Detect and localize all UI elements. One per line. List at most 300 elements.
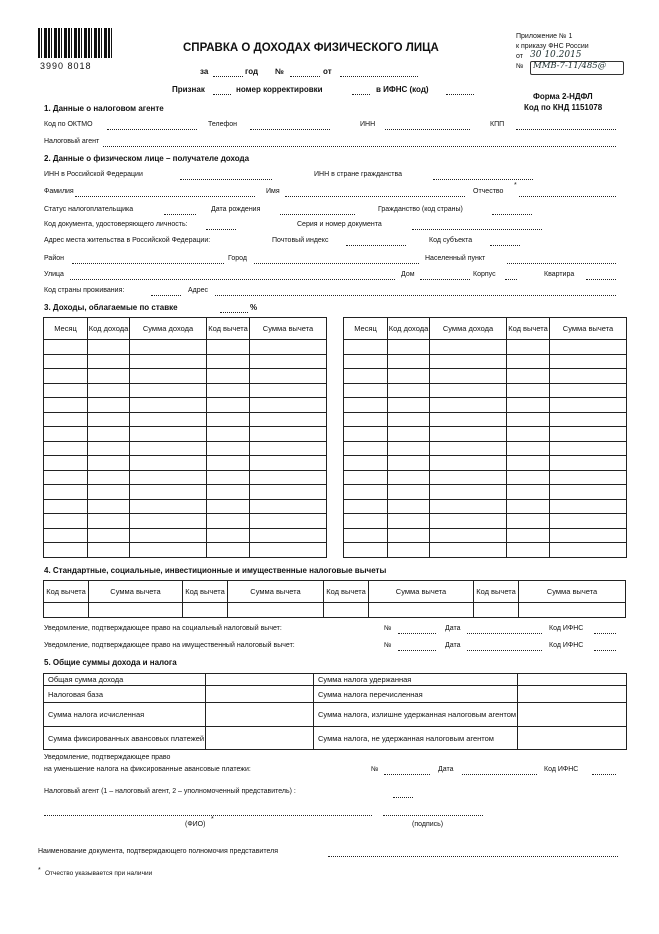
notice-advance-line2: на уменьшение налога на фиксированные авансовые платежи:: [44, 766, 251, 773]
income-cell[interactable]: [207, 514, 250, 529]
appendix-line2: к приказу ФНС России: [516, 43, 589, 50]
deduction-cell[interactable]: [183, 603, 228, 618]
deduction-cell[interactable]: [324, 603, 369, 618]
income-cell[interactable]: [88, 340, 130, 355]
tax-calculated-label: Сумма налога исчисленная: [44, 703, 206, 727]
locality-field[interactable]: [507, 263, 616, 264]
tax-overwithheld-label: Сумма налога, излишне удержанная налоговым агентом: [314, 703, 518, 727]
income-cell[interactable]: [250, 514, 327, 529]
rate-pct: %: [250, 303, 258, 312]
income-cell[interactable]: [207, 340, 250, 355]
income-cell[interactable]: [344, 485, 388, 500]
income-cell[interactable]: [250, 485, 327, 500]
income-cell[interactable]: [88, 456, 130, 471]
citizenship-field[interactable]: [492, 214, 532, 215]
locality-label: Населенный пункт: [425, 255, 486, 262]
income-cell[interactable]: [507, 470, 550, 485]
income-cell[interactable]: [550, 340, 627, 355]
fio-field[interactable]: [44, 815, 372, 816]
income-cell[interactable]: [430, 485, 507, 500]
deduction-cell[interactable]: [474, 603, 519, 618]
income-cell[interactable]: [388, 485, 430, 500]
income-cell[interactable]: [88, 398, 130, 413]
income-cell[interactable]: [250, 528, 327, 543]
income-cell[interactable]: [207, 543, 250, 558]
deduction-cell[interactable]: [369, 603, 474, 618]
income-cell[interactable]: [207, 528, 250, 543]
signature-caption: (подпись): [412, 821, 444, 828]
income-cell[interactable]: [88, 441, 130, 456]
income-cell[interactable]: [388, 514, 430, 529]
income-cell[interactable]: [207, 398, 250, 413]
flat-label: Квартира: [544, 271, 575, 278]
inn-label: ИНН: [360, 121, 376, 128]
header-num: №: [275, 67, 284, 76]
tax-not-withheld-value[interactable]: [518, 727, 627, 750]
region-field[interactable]: [490, 245, 520, 246]
income-cell[interactable]: [507, 441, 550, 456]
income-cell[interactable]: [88, 514, 130, 529]
kpp-label: КПП: [490, 121, 505, 128]
income-cell[interactable]: [130, 383, 207, 398]
income-cell[interactable]: [207, 485, 250, 500]
notice-social-ifns-field[interactable]: [594, 633, 616, 634]
income-cell[interactable]: [550, 369, 627, 384]
income-cell[interactable]: [88, 427, 130, 442]
income-cell[interactable]: [250, 383, 327, 398]
header-nomer-korr: номер корректировки: [236, 85, 323, 94]
notice-property-num-label: №: [384, 642, 392, 649]
income-cell[interactable]: [130, 354, 207, 369]
deduction-sum-header: Сумма вычета: [228, 581, 324, 603]
income-cell[interactable]: [344, 543, 388, 558]
appendix-line1: Приложение № 1: [516, 33, 573, 40]
representative-doc-field[interactable]: [328, 856, 618, 857]
addr-field[interactable]: [215, 295, 616, 296]
deduction-cell[interactable]: [228, 603, 324, 618]
income-table-left: [43, 317, 327, 558]
notice-property-ifns-field[interactable]: [594, 650, 616, 651]
income-cell[interactable]: [388, 340, 430, 355]
income-cell[interactable]: [388, 427, 430, 442]
income-cell[interactable]: [250, 369, 327, 384]
income-cell[interactable]: [507, 412, 550, 427]
income-cell[interactable]: [430, 470, 507, 485]
patronymic-star: *: [514, 182, 517, 189]
income-cell[interactable]: [44, 369, 88, 384]
phone-field[interactable]: [250, 129, 330, 130]
income-cell[interactable]: [88, 383, 130, 398]
priznak-field[interactable]: [213, 94, 231, 95]
income-cell[interactable]: [507, 499, 550, 514]
income-cell[interactable]: [344, 398, 388, 413]
agent-type-label: Налоговый агент (1 – налоговый агент, 2 – уполномоченный представитель) :: [44, 788, 296, 795]
fio-caption: (ФИО): [185, 821, 206, 828]
income-cell[interactable]: [507, 456, 550, 471]
notice-advance-date-label: Дата: [438, 766, 454, 773]
addr-label: Адрес: [188, 287, 209, 294]
birth-label: Дата рождения: [211, 206, 261, 213]
income-cell[interactable]: [44, 427, 88, 442]
income-cell[interactable]: [388, 383, 430, 398]
tax-calculated-value[interactable]: [206, 703, 314, 727]
notice-property-date-field[interactable]: [467, 650, 542, 651]
income-cell[interactable]: [550, 412, 627, 427]
correction-field[interactable]: [352, 94, 370, 95]
income-cell[interactable]: [207, 427, 250, 442]
income-cell[interactable]: [550, 499, 627, 514]
income-cell[interactable]: [430, 340, 507, 355]
income-cell[interactable]: [344, 354, 388, 369]
income-cell[interactable]: [388, 543, 430, 558]
income-cell[interactable]: [207, 441, 250, 456]
birth-field[interactable]: [280, 214, 355, 215]
income-cell[interactable]: [344, 383, 388, 398]
ifns-code-field[interactable]: [446, 94, 474, 95]
income-cell[interactable]: [44, 499, 88, 514]
patronymic-field[interactable]: [519, 196, 616, 197]
header-income-sum: Сумма дохода: [130, 318, 207, 340]
income-cell[interactable]: [250, 499, 327, 514]
region-label: Код субъекта: [429, 237, 473, 244]
house-field[interactable]: [420, 279, 470, 280]
income-cell[interactable]: [550, 383, 627, 398]
income-cell[interactable]: [430, 427, 507, 442]
income-cell[interactable]: [388, 441, 430, 456]
tax-transferred-value[interactable]: [518, 686, 627, 703]
header-deduction-sum: Сумма вычета: [250, 318, 327, 340]
header-deduction-code: Код вычета: [207, 318, 250, 340]
income-cell[interactable]: [507, 340, 550, 355]
income-cell[interactable]: [44, 354, 88, 369]
income-cell[interactable]: [88, 369, 130, 384]
income-cell[interactable]: [344, 340, 388, 355]
doc-code-field[interactable]: [206, 229, 236, 230]
header-income-code: Код дохода: [88, 318, 130, 340]
income-cell[interactable]: [207, 354, 250, 369]
income-cell[interactable]: [430, 528, 507, 543]
income-cell[interactable]: [388, 528, 430, 543]
surname-field[interactable]: [75, 196, 255, 197]
notice-advance-date-field[interactable]: [462, 774, 537, 775]
income-cell[interactable]: [88, 499, 130, 514]
income-cell[interactable]: [44, 528, 88, 543]
year-field[interactable]: [213, 76, 243, 77]
inn-field[interactable]: [385, 129, 470, 130]
phone-label: Телефон: [208, 121, 238, 128]
page-title: СПРАВКА О ДОХОДАХ ФИЗИЧЕСКОГО ЛИЦА: [183, 42, 439, 54]
income-cell[interactable]: [430, 398, 507, 413]
income-cell[interactable]: [207, 369, 250, 384]
korpus-field[interactable]: [505, 279, 517, 280]
income-cell[interactable]: [430, 456, 507, 471]
income-cell[interactable]: [507, 543, 550, 558]
income-cell[interactable]: [130, 340, 207, 355]
income-cell[interactable]: [507, 383, 550, 398]
notice-property-date-label: Дата: [445, 642, 461, 649]
income-cell[interactable]: [44, 398, 88, 413]
income-cell[interactable]: [207, 383, 250, 398]
street-field[interactable]: [70, 279, 395, 280]
deduction-code-header: Код вычета: [474, 581, 519, 603]
income-cell[interactable]: [207, 470, 250, 485]
income-cell[interactable]: [130, 499, 207, 514]
totals-table: [43, 673, 627, 750]
income-cell[interactable]: [130, 485, 207, 500]
section1-title: 1. Данные о налоговом агенте: [44, 104, 164, 113]
doc-series-field[interactable]: [412, 229, 542, 230]
income-cell[interactable]: [550, 456, 627, 471]
notice-property-label: Уведомление, подтверждающее право на имущественный налоговый вычет:: [44, 642, 295, 649]
income-cell[interactable]: [130, 456, 207, 471]
notice-advance-ifns-field[interactable]: [592, 774, 616, 775]
notice-property-num-field[interactable]: [398, 650, 436, 651]
flat-field[interactable]: [586, 279, 616, 280]
income-cell[interactable]: [250, 427, 327, 442]
citizenship-label: Гражданство (код страны): [378, 206, 463, 213]
income-cell[interactable]: [507, 427, 550, 442]
income-cell[interactable]: [388, 354, 430, 369]
income-cell[interactable]: [388, 369, 430, 384]
inn-foreign-label: ИНН в стране гражданства: [314, 171, 403, 178]
income-cell[interactable]: [344, 441, 388, 456]
header-god: год: [245, 67, 259, 76]
income-cell[interactable]: [550, 441, 627, 456]
income-cell[interactable]: [44, 441, 88, 456]
income-cell[interactable]: [388, 470, 430, 485]
header-month: Месяц: [344, 318, 388, 340]
agent-type-field[interactable]: [393, 797, 413, 798]
income-cell[interactable]: [130, 528, 207, 543]
income-cell[interactable]: [44, 514, 88, 529]
income-cell[interactable]: [430, 354, 507, 369]
income-cell[interactable]: [550, 398, 627, 413]
city-label: Город: [228, 255, 247, 262]
agent-label: Налоговый агент: [44, 138, 100, 145]
notice-advance-num-field[interactable]: [384, 774, 430, 775]
income-cell[interactable]: [44, 470, 88, 485]
income-table-right: [343, 317, 627, 558]
postcode-label: Почтовый индекс: [272, 237, 329, 244]
district-field[interactable]: [72, 263, 224, 264]
street-label: Улица: [44, 271, 64, 278]
income-cell[interactable]: [388, 456, 430, 471]
total-income-value[interactable]: [206, 674, 314, 686]
income-cell[interactable]: [430, 441, 507, 456]
income-cell[interactable]: [344, 427, 388, 442]
fio-star: *: [211, 816, 214, 823]
deduction-cell[interactable]: [44, 603, 89, 618]
income-cell[interactable]: [130, 427, 207, 442]
income-cell[interactable]: [250, 354, 327, 369]
income-cell[interactable]: [507, 369, 550, 384]
kpp-field[interactable]: [516, 129, 616, 130]
income-cell[interactable]: [430, 499, 507, 514]
income-cell[interactable]: [550, 470, 627, 485]
section4-title: 4. Стандартные, социальные, инвестиционные и имущественные налоговые вычеты: [44, 566, 387, 575]
agent-field[interactable]: [103, 146, 616, 147]
number-field[interactable]: [290, 76, 320, 77]
tax-base-value[interactable]: [206, 686, 314, 703]
income-cell[interactable]: [88, 354, 130, 369]
income-cell[interactable]: [207, 456, 250, 471]
doc-series-label: Серия и номер документа: [297, 221, 382, 228]
notice-advance-ifns-label: Код ИФНС: [544, 766, 579, 773]
income-cell[interactable]: [88, 485, 130, 500]
income-cell[interactable]: [250, 470, 327, 485]
notice-social-date-label: Дата: [445, 625, 461, 632]
notice-social-num-field[interactable]: [398, 633, 436, 634]
tax-withheld-label: Сумма налога удержанная: [314, 674, 518, 686]
income-cell[interactable]: [130, 514, 207, 529]
footnote-star: *: [38, 867, 41, 874]
income-cell[interactable]: [507, 485, 550, 500]
surname-label: Фамилия: [44, 188, 74, 195]
income-cell[interactable]: [250, 340, 327, 355]
deduction-code-header: Код вычета: [324, 581, 369, 603]
income-cell[interactable]: [344, 369, 388, 384]
income-cell[interactable]: [44, 340, 88, 355]
income-cell[interactable]: [430, 412, 507, 427]
representative-doc-label: Наименование документа, подтверждающего полномочия представителя: [38, 848, 278, 855]
deduction-code-header: Код вычета: [183, 581, 228, 603]
income-cell[interactable]: [507, 528, 550, 543]
fixed-advance-value[interactable]: [206, 727, 314, 750]
income-cell[interactable]: [88, 412, 130, 427]
tax-withheld-value[interactable]: [518, 674, 627, 686]
address-label: Адрес места жительства в Российской Федерации:: [44, 237, 211, 244]
income-cell[interactable]: [507, 514, 550, 529]
notice-social-num-label: №: [384, 625, 392, 632]
income-cell[interactable]: [388, 398, 430, 413]
date-field[interactable]: [340, 76, 418, 77]
income-cell[interactable]: [550, 543, 627, 558]
oktmo-field[interactable]: [107, 129, 197, 130]
signature-field[interactable]: [383, 815, 483, 816]
name-field[interactable]: [285, 196, 465, 197]
doc-code-label: Код документа, удостоверяющего личность:: [44, 221, 188, 228]
income-cell[interactable]: [88, 543, 130, 558]
income-cell[interactable]: [344, 412, 388, 427]
status-label: Статус налогоплательщика: [44, 206, 134, 213]
tax-overwithheld-value[interactable]: [518, 703, 627, 727]
district-label: Район: [44, 255, 64, 262]
income-cell[interactable]: [507, 398, 550, 413]
header-month: Месяц: [44, 318, 88, 340]
income-cell[interactable]: [207, 412, 250, 427]
income-cell[interactable]: [130, 441, 207, 456]
deduction-code-header: Код вычета: [44, 581, 89, 603]
income-cell[interactable]: [507, 354, 550, 369]
income-cell[interactable]: [44, 412, 88, 427]
notice-social-date-field[interactable]: [467, 633, 542, 634]
income-cell[interactable]: [250, 543, 327, 558]
income-cell[interactable]: [250, 456, 327, 471]
notice-property-ifns-label: Код ИФНС: [549, 642, 584, 649]
income-cell[interactable]: [44, 485, 88, 500]
section2-title: 2. Данные о физическом лице – получателе дохода: [44, 154, 250, 163]
notice-social-ifns-label: Код ИФНС: [549, 625, 584, 632]
income-cell[interactable]: [388, 499, 430, 514]
income-cell[interactable]: [344, 470, 388, 485]
rate-field[interactable]: [220, 312, 248, 313]
postcode-field[interactable]: [346, 245, 406, 246]
income-cell[interactable]: [430, 543, 507, 558]
income-cell[interactable]: [550, 427, 627, 442]
city-field[interactable]: [254, 263, 419, 264]
header-income-code: Код дохода: [388, 318, 430, 340]
appendix-line4: №: [516, 63, 524, 70]
appendix-date-handwritten: 30 10.2015: [530, 50, 582, 60]
oktmo-label: Код по ОКТМО: [44, 121, 93, 128]
tax-base-label: Налоговая база: [44, 686, 206, 703]
income-cell[interactable]: [550, 354, 627, 369]
header-deduction-sum: Сумма вычета: [550, 318, 627, 340]
income-cell[interactable]: [430, 514, 507, 529]
income-cell[interactable]: [344, 528, 388, 543]
income-cell[interactable]: [130, 543, 207, 558]
income-cell[interactable]: [44, 456, 88, 471]
income-cell[interactable]: [130, 470, 207, 485]
patronymic-label: Отчество: [473, 188, 504, 195]
income-cell[interactable]: [344, 514, 388, 529]
appendix-line3: от: [516, 53, 523, 60]
header-ot: от: [323, 67, 332, 76]
deductions-table: [43, 580, 626, 618]
income-cell[interactable]: [207, 499, 250, 514]
tax-not-withheld-label: Сумма налога, не удержанная налоговым агентом: [314, 727, 518, 750]
inn-rf-field[interactable]: [180, 179, 272, 180]
barcode: [38, 28, 114, 58]
country-field[interactable]: [151, 295, 181, 296]
income-cell[interactable]: [550, 514, 627, 529]
income-cell[interactable]: [550, 485, 627, 500]
inn-foreign-field[interactable]: [433, 179, 533, 180]
income-cell[interactable]: [344, 499, 388, 514]
income-cell[interactable]: [430, 369, 507, 384]
income-cell[interactable]: [88, 470, 130, 485]
income-cell[interactable]: [250, 398, 327, 413]
income-cell[interactable]: [130, 398, 207, 413]
income-cell[interactable]: [88, 528, 130, 543]
header-priznak: Признак: [172, 85, 205, 94]
header-income-sum: Сумма дохода: [430, 318, 507, 340]
income-cell[interactable]: [250, 412, 327, 427]
income-cell[interactable]: [430, 383, 507, 398]
section5-title: 5. Общие суммы дохода и налога: [44, 658, 177, 667]
deduction-sum-header: Сумма вычета: [369, 581, 474, 603]
form-name: Форма 2-НДФЛ: [533, 92, 593, 101]
income-cell[interactable]: [344, 456, 388, 471]
section3-title: 3. Доходы, облагаемые по ставке: [44, 303, 178, 312]
tax-transferred-label: Сумма налога перечисленная: [314, 686, 518, 703]
form-knd: Код по КНД 1151078: [524, 103, 603, 112]
deduction-cell[interactable]: [519, 603, 626, 618]
deduction-sum-header: Сумма вычета: [89, 581, 183, 603]
total-income-label: Общая сумма дохода: [44, 674, 206, 686]
header-deduction-code: Код вычета: [507, 318, 550, 340]
income-cell[interactable]: [130, 369, 207, 384]
income-cell[interactable]: [130, 412, 207, 427]
income-cell[interactable]: [388, 412, 430, 427]
header-v-ifns: в ИФНС (код): [376, 85, 429, 94]
status-field[interactable]: [164, 214, 196, 215]
deduction-cell[interactable]: [89, 603, 183, 618]
income-cell[interactable]: [250, 441, 327, 456]
income-cell[interactable]: [44, 543, 88, 558]
income-cell[interactable]: [44, 383, 88, 398]
income-cell[interactable]: [550, 528, 627, 543]
